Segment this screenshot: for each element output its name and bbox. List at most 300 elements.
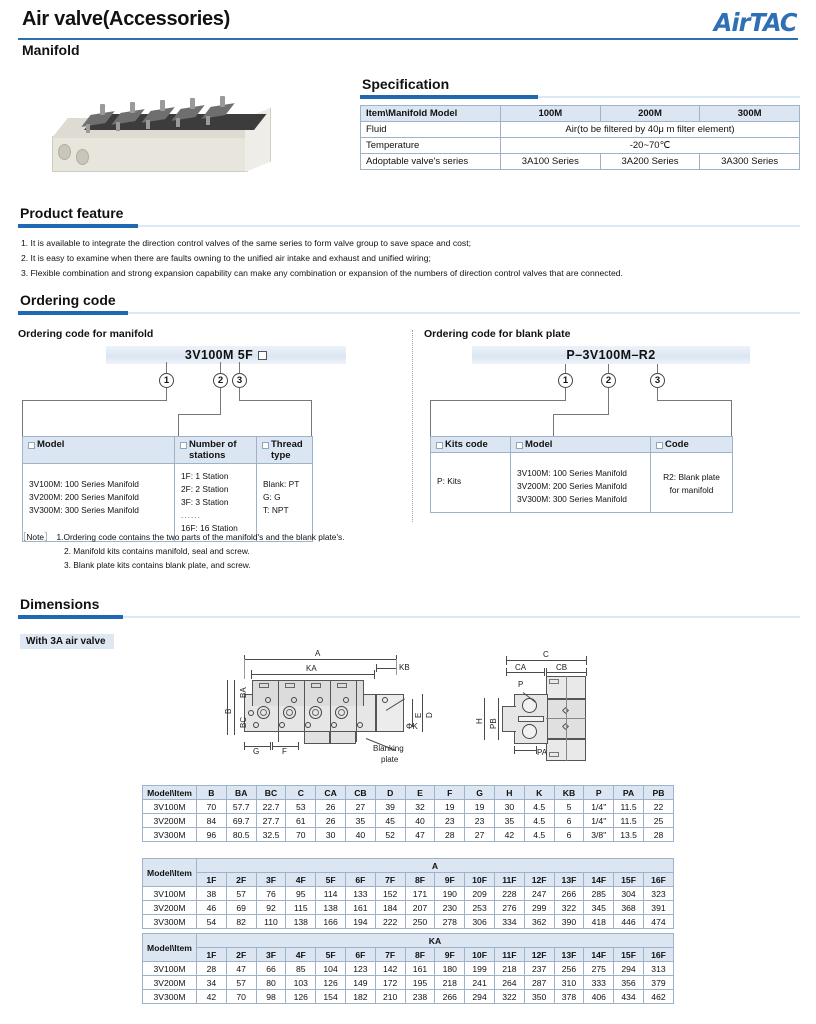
dt-ka-r2-c11: 322: [494, 990, 524, 1004]
dt-a-col-7: 8F: [405, 873, 435, 887]
dt-main-r0-c16: 22: [643, 800, 673, 814]
dt-main-r0-c6: 27: [346, 800, 376, 814]
dt-ka-col-5: 6F: [345, 948, 375, 962]
dt-main-r1-c5: 26: [316, 814, 346, 828]
dt-a-r2-c13: 390: [554, 915, 584, 929]
dt-main-col-4: C: [286, 786, 316, 800]
dt-main-r1-c14: 1/4": [584, 814, 614, 828]
dt-ka-r1-c15: 356: [614, 976, 644, 990]
dt-a-r0-c13: 266: [554, 887, 584, 901]
table-row: [431, 453, 733, 513]
marker-2-manifold: 2: [213, 373, 228, 388]
spec-row-temperature-value: -20~70℃: [501, 138, 800, 154]
dt-ka-r0-c0: 3V100M: [143, 962, 197, 976]
ordering-blank-plate-code: P–3V100M–R2: [566, 348, 656, 362]
dt-main-r0-c13: 5: [554, 800, 584, 814]
dt-a-col-3: 4F: [286, 873, 316, 887]
dim-label-P: P: [518, 680, 524, 689]
spec-row-series-300m: 3A300 Series: [700, 154, 800, 170]
product-photo: [40, 100, 290, 190]
dt-a-r0-c3: 76: [256, 887, 286, 901]
note-item-2: 2. Manifold kits contains manifold, seal and screw.: [64, 546, 250, 556]
dt-main-r1-c7: 45: [375, 814, 405, 828]
dt-main-r0-c15: 11.5: [614, 800, 644, 814]
ordering-manifold-label: Ordering code for manifold: [18, 328, 154, 340]
dt-ka-r0-c12: 237: [524, 962, 554, 976]
dt-main-col-1: B: [197, 786, 227, 800]
dt-main-r1-c6: 35: [346, 814, 376, 828]
dt-main-r1-c10: 23: [465, 814, 495, 828]
dt-a-span-header: A: [197, 859, 674, 873]
dt-a-r0-c14: 285: [584, 887, 614, 901]
dt-a-r2-c10: 306: [465, 915, 495, 929]
dim-label-E: E: [414, 712, 423, 718]
dt-ka-r2-c0: 3V300M: [143, 990, 197, 1004]
ordering-blank-plate-label: Ordering code for blank plate: [424, 328, 571, 340]
dt-main-r2-c7: 52: [375, 828, 405, 842]
feature-item-1: 1. It is available to integrate the direction control valves of the same series to form valve group to save space and cost;: [21, 238, 471, 248]
ordering-code-blank-plate: [424, 328, 800, 364]
dt-a-r1-c12: 299: [524, 901, 554, 915]
dt-ka-r1-c10: 241: [465, 976, 495, 990]
dt-main-r1-c3: 27.7: [256, 814, 286, 828]
dt-ka-col-4: 5F: [316, 948, 346, 962]
dt-a-r1-c14: 345: [584, 901, 614, 915]
dt-main-r2-c10: 27: [465, 828, 495, 842]
oc-manifold-header-stations: Number of stations: [175, 437, 257, 464]
dt-ka-r1-c9: 218: [435, 976, 465, 990]
spec-col-300m: 300M: [700, 106, 800, 122]
table-row: [23, 437, 313, 464]
dt-ka-r2-c15: 434: [614, 990, 644, 1004]
dt-main-col-7: D: [375, 786, 405, 800]
table-row: [143, 800, 674, 814]
dt-a-r2-c7: 222: [375, 915, 405, 929]
dt-main-r2-c14: 3/8": [584, 828, 614, 842]
dim-label-plate: plate: [381, 755, 399, 764]
dt-a-r2-c3: 110: [256, 915, 286, 929]
note-item-3: 3. Blank plate kits contains blank plate, and screw.: [64, 560, 251, 570]
dt-a-col-12: 13F: [554, 873, 584, 887]
spec-row-fluid-value: Air(to be filtered by 40μ m filter element): [501, 122, 800, 138]
dt-main-r1-c2: 69.7: [226, 814, 256, 828]
marker-2-blank-plate: 2: [601, 373, 616, 388]
dt-ka-corner: Model\Item: [143, 934, 197, 962]
dt-ka-r2-c12: 350: [524, 990, 554, 1004]
dt-ka-col-2: 3F: [256, 948, 286, 962]
dt-ka-r0-c7: 142: [375, 962, 405, 976]
dt-ka-r2-c7: 210: [375, 990, 405, 1004]
dt-main-r2-c3: 32.5: [256, 828, 286, 842]
dt-ka-col-13: 14F: [584, 948, 614, 962]
page-subtitle: Manifold: [22, 42, 80, 58]
dt-ka-col-14: 15F: [614, 948, 644, 962]
dim-label-PB: PB: [489, 718, 498, 729]
dt-ka-r1-c1: 34: [197, 976, 227, 990]
dt-main-r0-c10: 19: [465, 800, 495, 814]
dt-main-r1-c11: 35: [494, 814, 524, 828]
dt-ka-r2-c5: 154: [316, 990, 346, 1004]
stations-line-1: 1F: 1 Station: [181, 471, 229, 481]
dt-ka-r2-c16: 462: [643, 990, 673, 1004]
dt-ka-r1-c12: 287: [524, 976, 554, 990]
dt-a-r1-c0: 3V200M: [143, 901, 197, 915]
dim-label-CB: CB: [556, 663, 568, 672]
dim-label-H: H: [475, 718, 484, 724]
ordering-notes: [18, 530, 518, 572]
thread-line-1: Blank: PT: [263, 479, 300, 489]
dt-a-r0-c9: 190: [435, 887, 465, 901]
dt-ka-col-0: 1F: [197, 948, 227, 962]
dt-main-r0-c7: 39: [375, 800, 405, 814]
dim-label-F: F: [282, 747, 287, 756]
dt-a-r1-c9: 230: [435, 901, 465, 915]
dt-main-col-11: H: [494, 786, 524, 800]
dt-main-r0-c3: 22.7: [256, 800, 286, 814]
dt-main-r2-c1: 96: [197, 828, 227, 842]
dt-a-corner: Model\Item: [143, 859, 197, 887]
dt-ka-r1-c7: 172: [375, 976, 405, 990]
dt-ka-r0-c14: 275: [584, 962, 614, 976]
stations-line-2: 2F: 2 Station: [181, 484, 229, 494]
dt-main-r2-c13: 6: [554, 828, 584, 842]
ordering-code-heading: Ordering code: [20, 292, 116, 308]
dt-main-col-16: PB: [643, 786, 673, 800]
dt-a-r0-c10: 209: [465, 887, 495, 901]
table-row: [143, 934, 674, 948]
table-row: [361, 138, 800, 154]
dt-main-r1-c15: 11.5: [614, 814, 644, 828]
dt-a-col-11: 12F: [524, 873, 554, 887]
dt-a-r0-c15: 304: [614, 887, 644, 901]
table-row: [143, 901, 674, 915]
spec-row-fluid-label: Fluid: [361, 122, 501, 138]
dt-main-col-13: KB: [554, 786, 584, 800]
dt-main-r1-c1: 84: [197, 814, 227, 828]
dt-ka-r2-c10: 294: [465, 990, 495, 1004]
dt-ka-col-15: 16F: [643, 948, 673, 962]
dt-a-r2-c14: 418: [584, 915, 614, 929]
oc-bp-code-values: [651, 453, 733, 513]
dt-a-r2-c0: 3V300M: [143, 915, 197, 929]
ordering-code-manifold: [18, 328, 404, 364]
dt-main-col-2: BA: [226, 786, 256, 800]
bp-code-line-1: R2: Blank plate: [663, 472, 720, 482]
dt-ka-span-header: KA: [197, 934, 674, 948]
dt-main-r1-c0: 3V200M: [143, 814, 197, 828]
dt-a-r1-c11: 276: [494, 901, 524, 915]
dt-ka-r0-c11: 218: [494, 962, 524, 976]
dt-a-r1-c5: 138: [316, 901, 346, 915]
dt-ka-r1-c2: 57: [226, 976, 256, 990]
oc-bp-model-values: [511, 453, 651, 513]
dt-ka-r1-c8: 195: [405, 976, 435, 990]
marker-1-manifold: 1: [159, 373, 174, 388]
feature-item-3: 3. Flexible combination and strong expansion capability can make any combination or expansion of the numbers of direction control valves that are connected.: [21, 268, 623, 278]
dt-main-r2-c2: 80.5: [226, 828, 256, 842]
dt-main-r1-c13: 6: [554, 814, 584, 828]
dimension-drawing-front-view: [226, 650, 456, 775]
table-row: [143, 976, 674, 990]
dt-main-r2-c9: 28: [435, 828, 465, 842]
product-feature-underline: [18, 224, 800, 228]
note-tag: ［Note］: [18, 532, 53, 542]
dt-main-col-8: E: [405, 786, 435, 800]
dt-a-col-8: 9F: [435, 873, 465, 887]
dt-a-col-15: 16F: [643, 873, 673, 887]
dim-label-phi-K: ΦK: [406, 722, 418, 731]
spec-row-temperature-label: Temperature: [361, 138, 501, 154]
dt-a-col-2: 3F: [256, 873, 286, 887]
table-row: [143, 814, 674, 828]
dt-ka-r2-c6: 182: [345, 990, 375, 1004]
dt-a-r0-c0: 3V100M: [143, 887, 197, 901]
dt-ka-r0-c13: 256: [554, 962, 584, 976]
dt-a-col-14: 15F: [614, 873, 644, 887]
page-header: [18, 0, 798, 48]
dt-main-col-12: K: [524, 786, 554, 800]
product-feature-section: [18, 205, 800, 281]
dim-label-C: C: [543, 650, 549, 659]
dimension-table-a: [142, 858, 674, 929]
model-line-3: 3V300M: 300 Series Manifold: [29, 505, 139, 515]
dt-main-r2-c15: 13.5: [614, 828, 644, 842]
specification-underline: [360, 95, 800, 99]
table-row: [143, 887, 674, 901]
dt-main-r1-c8: 40: [405, 814, 435, 828]
dt-ka-r2-c1: 42: [197, 990, 227, 1004]
dt-ka-r1-c14: 333: [584, 976, 614, 990]
oc-bp-header-code: Code: [651, 437, 733, 453]
dt-main-col-9: F: [435, 786, 465, 800]
dt-main-col-10: G: [465, 786, 495, 800]
dimension-drawing-side-view: [470, 650, 630, 775]
dt-main-r2-c16: 28: [643, 828, 673, 842]
model-line-1: 3V100M: 100 Series Manifold: [29, 479, 139, 489]
dt-main-r2-c11: 42: [494, 828, 524, 842]
marker-3-manifold: 3: [232, 373, 247, 388]
dt-a-r1-c6: 161: [345, 901, 375, 915]
dt-ka-r1-c16: 379: [643, 976, 673, 990]
dt-main-r0-c12: 4.5: [524, 800, 554, 814]
dt-a-col-5: 6F: [345, 873, 375, 887]
dt-ka-r0-c9: 180: [435, 962, 465, 976]
dt-ka-col-7: 8F: [405, 948, 435, 962]
table-row: [143, 873, 674, 887]
dt-main-col-5: CA: [316, 786, 346, 800]
dim-label-A: A: [315, 649, 321, 658]
dt-a-r1-c2: 69: [226, 901, 256, 915]
bp-code-line-2: for manifold: [669, 485, 714, 495]
dt-a-r2-c11: 334: [494, 915, 524, 929]
dt-ka-r0-c3: 66: [256, 962, 286, 976]
dt-a-r1-c10: 253: [465, 901, 495, 915]
dt-a-r0-c6: 133: [345, 887, 375, 901]
dt-ka-col-9: 10F: [465, 948, 495, 962]
dt-ka-col-1: 2F: [226, 948, 256, 962]
dt-main-r0-c4: 53: [286, 800, 316, 814]
dim-label-G: G: [253, 747, 260, 756]
specification-heading: Specification: [362, 76, 450, 92]
dt-ka-col-8: 9F: [435, 948, 465, 962]
dt-main-r0-c9: 19: [435, 800, 465, 814]
dt-ka-r1-c3: 80: [256, 976, 286, 990]
dt-ka-r1-c4: 103: [286, 976, 316, 990]
dt-ka-r2-c13: 378: [554, 990, 584, 1004]
dimensions-section: [18, 596, 800, 619]
dt-a-r1-c1: 46: [197, 901, 227, 915]
dt-main-r2-c6: 40: [346, 828, 376, 842]
dt-main-r1-c16: 25: [643, 814, 673, 828]
dt-a-r0-c7: 152: [375, 887, 405, 901]
dt-ka-col-10: 11F: [494, 948, 524, 962]
ordering-code-underline: [18, 311, 800, 315]
spec-row-series-100m: 3A100 Series: [501, 154, 601, 170]
spec-col-item: Item\Manifold Model: [361, 106, 501, 122]
thread-line-2: G: G: [263, 492, 281, 502]
dim-label-BA: BA: [239, 687, 248, 698]
dt-ka-col-12: 13F: [554, 948, 584, 962]
dim-label-B: B: [224, 708, 233, 714]
specification-table: [360, 105, 800, 170]
page-title: Air valve(Accessories): [22, 8, 230, 30]
dt-a-r2-c9: 278: [435, 915, 465, 929]
dt-ka-r0-c10: 199: [465, 962, 495, 976]
dt-main-r0-c11: 30: [494, 800, 524, 814]
header-rule: [18, 38, 798, 40]
dt-main-r0-c2: 57.7: [226, 800, 256, 814]
product-feature-list: [18, 236, 800, 281]
dt-ka-r2-c2: 70: [226, 990, 256, 1004]
airtac-logo: AirTAC: [713, 8, 797, 37]
table-row: [143, 990, 674, 1004]
dt-ka-r0-c1: 28: [197, 962, 227, 976]
dt-a-r2-c12: 362: [524, 915, 554, 929]
dim-label-CA: CA: [515, 663, 527, 672]
table-row: [143, 828, 674, 842]
dt-a-col-4: 5F: [316, 873, 346, 887]
ordering-manifold-code-box: [106, 346, 346, 364]
dt-a-r2-c6: 194: [345, 915, 375, 929]
dim-label-PA: PA: [537, 748, 548, 757]
dt-ka-r2-c8: 238: [405, 990, 435, 1004]
dt-a-col-1: 2F: [226, 873, 256, 887]
oc-bp-header-kits: Kits code: [431, 437, 511, 453]
dt-a-r2-c1: 54: [197, 915, 227, 929]
thread-type-placeholder-box: [258, 351, 267, 360]
dt-a-col-6: 7F: [375, 873, 405, 887]
dt-a-r0-c12: 247: [524, 887, 554, 901]
dt-main-col-3: BC: [256, 786, 286, 800]
dt-main-col-14: P: [584, 786, 614, 800]
dim-label-BC: BC: [239, 716, 248, 728]
dt-ka-r0-c16: 313: [643, 962, 673, 976]
dimension-table-ka: [142, 933, 674, 1004]
model-line-2: 3V200M: 200 Series Manifold: [29, 492, 139, 502]
dt-main-col-6: CB: [346, 786, 376, 800]
stations-line-5: 16F: 16 Station: [181, 523, 238, 533]
dimensions-badge-label: With 3A air valve: [20, 634, 114, 649]
dt-a-r0-c16: 323: [643, 887, 673, 901]
note-item-1: 1.Ordering code contains the two parts of the manifold's and the blank plate's.: [56, 532, 345, 542]
stations-line-3: 3F: 3 Station: [181, 497, 229, 507]
dt-a-r2-c5: 166: [316, 915, 346, 929]
ordering-code-divider: [412, 330, 413, 522]
dt-a-r1-c3: 92: [256, 901, 286, 915]
dim-label-KB: KB: [399, 663, 410, 672]
dt-a-r2-c15: 446: [614, 915, 644, 929]
ordering-manifold-code: 3V100M 5F: [184, 348, 254, 362]
dt-main-r2-c0: 3V300M: [143, 828, 197, 842]
dt-a-r0-c5: 114: [316, 887, 346, 901]
kits-line-1: P: Kits: [437, 476, 462, 486]
dt-ka-r0-c8: 161: [405, 962, 435, 976]
dt-a-r0-c4: 95: [286, 887, 316, 901]
dt-main-r0-c5: 26: [316, 800, 346, 814]
table-row: [361, 154, 800, 170]
dt-main-r2-c12: 4.5: [524, 828, 554, 842]
dimensions-underline: [18, 615, 800, 619]
table-row: [361, 106, 800, 122]
table-row: [431, 437, 733, 453]
ordering-manifold-table: [22, 436, 313, 542]
dt-a-r0-c2: 57: [226, 887, 256, 901]
dt-ka-col-3: 4F: [286, 948, 316, 962]
dt-ka-col-6: 7F: [375, 948, 405, 962]
specification-section: [360, 76, 800, 170]
dt-ka-r2-c4: 126: [286, 990, 316, 1004]
dt-ka-r1-c5: 126: [316, 976, 346, 990]
dt-ka-r1-c6: 149: [345, 976, 375, 990]
dt-a-col-0: 1F: [197, 873, 227, 887]
dt-main-r0-c14: 1/4": [584, 800, 614, 814]
dt-a-r2-c2: 82: [226, 915, 256, 929]
spec-col-200m: 200M: [600, 106, 700, 122]
oc-bp-header-model: Model: [511, 437, 651, 453]
dimensions-badge: [20, 631, 114, 649]
marker-1-blank-plate: 1: [558, 373, 573, 388]
dt-ka-r0-c2: 47: [226, 962, 256, 976]
oc-bp-kits-values: [431, 453, 511, 513]
dt-main-r0-c8: 32: [405, 800, 435, 814]
dt-a-r1-c16: 391: [643, 901, 673, 915]
table-row: [361, 122, 800, 138]
dt-main-col-0: Model\Item: [143, 786, 197, 800]
dt-main-r1-c12: 4.5: [524, 814, 554, 828]
dt-main-r1-c9: 23: [435, 814, 465, 828]
spec-row-series-label: Adoptable valve's series: [361, 154, 501, 170]
dt-main-r1-c4: 61: [286, 814, 316, 828]
dt-ka-r1-c0: 3V200M: [143, 976, 197, 990]
ordering-blank-plate-table: [430, 436, 733, 513]
dt-a-col-9: 10F: [465, 873, 495, 887]
dt-main-col-15: PA: [614, 786, 644, 800]
dt-a-r1-c7: 184: [375, 901, 405, 915]
table-row: [143, 859, 674, 873]
marker-3-blank-plate: 3: [650, 373, 665, 388]
dt-main-r2-c5: 30: [316, 828, 346, 842]
dt-main-r0-c0: 3V100M: [143, 800, 197, 814]
bp-model-line-3: 3V300M: 300 Series Manifold: [517, 494, 627, 504]
bp-model-line-1: 3V100M: 100 Series Manifold: [517, 468, 627, 478]
dim-label-D: D: [425, 712, 434, 718]
dt-a-r2-c16: 474: [643, 915, 673, 929]
table-row: [143, 948, 674, 962]
dt-a-r1-c15: 368: [614, 901, 644, 915]
dt-a-r2-c4: 138: [286, 915, 316, 929]
ordering-code-section: [18, 292, 800, 315]
dt-a-r0-c11: 228: [494, 887, 524, 901]
